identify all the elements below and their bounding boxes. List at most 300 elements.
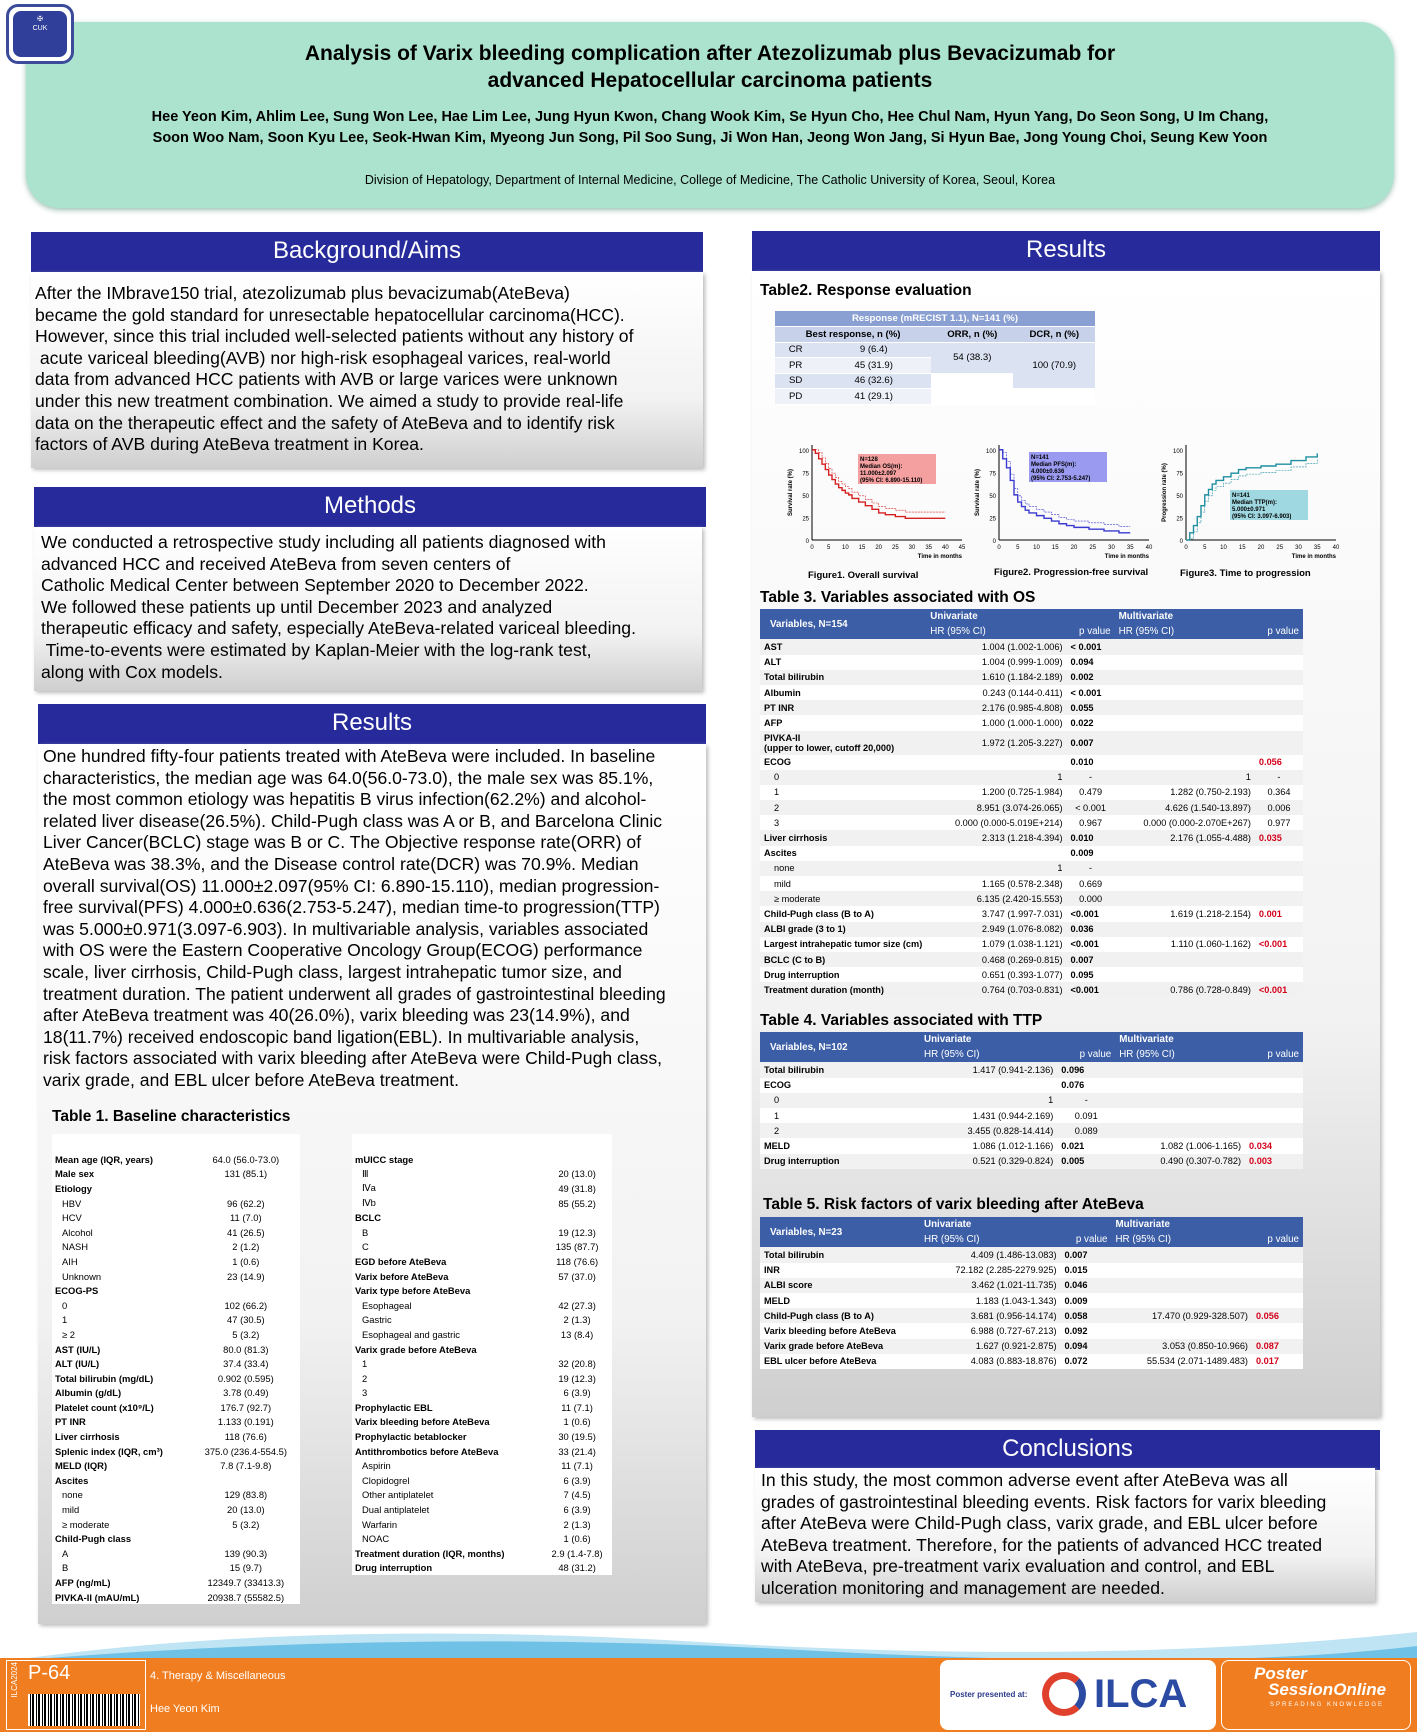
table2-cell: PD: [775, 389, 816, 405]
t1-label: Albumin (g/dL): [52, 1386, 192, 1401]
x-tick-label: 25: [1089, 545, 1097, 551]
t1-label: NASH: [52, 1240, 192, 1255]
vt-multi-hr: [1115, 922, 1255, 937]
y-tick-label: 0: [805, 539, 809, 545]
t1-value: 96 (62.2): [192, 1196, 300, 1211]
ilca-wordmark: ILCA: [1094, 1672, 1188, 1716]
vt-uni-hr: 0.000 (0.000-5.019E+214): [926, 815, 1066, 830]
table2-cell: PR: [775, 358, 816, 374]
vt-multi-p: -: [1255, 770, 1303, 785]
y-tick-label: 75: [802, 471, 809, 478]
background-text: [31, 272, 703, 467]
vt-multi-hr: 1.110 (1.060-1.162): [1115, 937, 1255, 952]
t1-value: 102 (66.2): [192, 1298, 300, 1313]
t1-label: ECOG-PS: [52, 1283, 192, 1298]
t1-label: HCV: [52, 1210, 192, 1225]
vt-uni-p: 0.036: [1067, 922, 1115, 937]
vt-label: Child-Pugh class (B to A): [760, 1308, 920, 1323]
vt-label: EBL ulcer before AteBeva: [760, 1354, 920, 1369]
figure1-caption: Figure1. Overall survival: [808, 570, 919, 581]
logo-emblem: ✠ CUK: [13, 11, 67, 57]
vt-uni-hr: 3.462 (1.021-11.735): [920, 1278, 1061, 1293]
pso-tagline: SPREADING KNOWLEDGE: [1270, 1702, 1385, 1708]
figure3-caption: Figure3. Time to progression: [1180, 568, 1311, 579]
t1-value: 20 (13.0): [192, 1502, 300, 1517]
t1-label: MELD (IQR): [52, 1458, 192, 1473]
vt-uni-hr: 0.468 (0.269-0.815): [926, 952, 1066, 967]
vt-multi-p: [1255, 876, 1303, 891]
vt-label: PT INR: [760, 700, 926, 715]
table2-cell: SD: [775, 373, 816, 389]
median-box-text: N=141: [1232, 493, 1250, 499]
vt-uni-hr: 3.455 (0.828-14.414): [920, 1123, 1057, 1138]
t1-value: 37.4 (33.4): [192, 1356, 300, 1371]
text-line: overall survival(OS) 11.000±2.097(95% CI: 6.890-15.110), median progression-: [43, 875, 660, 896]
table1-right: [352, 1134, 612, 1575]
vt-multi-p: [1245, 1093, 1303, 1108]
t1-value: 1 (0.6): [542, 1415, 612, 1430]
median-box-text: Median PFS(m):: [1031, 462, 1077, 468]
x-tick-label: 30: [1108, 545, 1115, 551]
vt-uni-p: 0.669: [1067, 876, 1115, 891]
vt-multi-hr: [1115, 731, 1255, 755]
text-line: free survival(PFS) 4.000±0.636(2.753-5.247), median time-to progression(TTP): [43, 897, 660, 918]
vt-multi-hr: [1115, 1078, 1245, 1093]
vt-label: Child-Pugh class (B to A): [760, 906, 926, 921]
median-box-text: 5.000±0.971: [1232, 507, 1266, 513]
vt-uni-hr: 1: [920, 1093, 1057, 1108]
median-box-text: N=128: [860, 457, 878, 463]
t1-label: EGD before AteBeva: [352, 1254, 542, 1269]
t1-head: N=154 (%): [542, 1134, 612, 1152]
vt-multi-p: [1255, 639, 1303, 654]
table2-empty: [1013, 389, 1095, 405]
vt-multi-hr: 3.053 (0.850-10.966): [1111, 1339, 1252, 1354]
table2-head-orr: ORR, n (%): [931, 327, 1013, 343]
vt-multi-p: [1255, 685, 1303, 700]
vt-label: 1: [760, 785, 926, 800]
t1-label: Etiology: [52, 1181, 192, 1196]
vt-uni-p: < 0.001: [1067, 639, 1115, 654]
vt-multi-p: 0.056: [1255, 755, 1303, 770]
ilca-logo-icon: [1042, 1672, 1086, 1716]
vt-multi-p: 0.035: [1255, 830, 1303, 845]
vt-multi-hr: [1115, 891, 1255, 906]
vt-label: Largest intrahepatic tumor size (cm): [760, 937, 926, 952]
vt-uni-p: 0.058: [1061, 1308, 1112, 1323]
vt-multi-hr: 1: [1115, 770, 1255, 785]
vt-uni-hr: 1.972 (1.205-3.227): [926, 731, 1066, 755]
t1-value: 6 (3.9): [542, 1473, 612, 1488]
vt-multi-p: <0.001: [1255, 982, 1303, 997]
text-line: after AteBeva treatment was 40(26.0%), varix bleeding was 23(14.9%), and: [43, 1005, 630, 1026]
vt-multi-hr: [1115, 700, 1255, 715]
vt-uni-p: <0.001: [1067, 906, 1115, 921]
t1-value: 1.133 (0.191): [192, 1415, 300, 1430]
table4-caption: Table 4. Variables associated with TTP: [760, 1012, 1043, 1029]
vt-multi-hr: 55.534 (2.071-1489.483): [1111, 1354, 1252, 1369]
vt-uni-p: 0.055: [1067, 700, 1115, 715]
x-tick-label: 10: [841, 545, 849, 551]
vt-uni-p: 0.094: [1067, 655, 1115, 670]
t1-label: Mean age (IQR, years): [52, 1152, 192, 1167]
vt-multi-p: <0.001: [1255, 937, 1303, 952]
presented-at-label: Poster presented at:: [950, 1690, 1028, 1699]
t1-value: 32 (20.8): [542, 1356, 612, 1371]
vt-multi-p: [1245, 1062, 1303, 1077]
vt-uni-p: 0.007: [1067, 952, 1115, 967]
vt-uni-hr: 1.183 (1.043-1.343): [920, 1293, 1061, 1308]
vt-multi-p: [1252, 1247, 1303, 1262]
t1-label: Ⅳb: [352, 1196, 542, 1211]
vt-multi-p: [1255, 891, 1303, 906]
vt-uni-p: 0.095: [1067, 967, 1115, 982]
t1-value: 12349.7 (33413.3): [192, 1575, 300, 1590]
t1-value: 3.78 (0.49): [192, 1386, 300, 1401]
vt-uni-hr: 2.313 (1.218-4.394): [926, 830, 1066, 845]
t1-value: 7 (4.5): [542, 1488, 612, 1503]
vt-multi: Multivariate: [1115, 609, 1303, 624]
vt-uni-p: 0.007: [1067, 731, 1115, 755]
x-tick-label: 0: [1184, 545, 1188, 551]
t1-head: Variables: [52, 1134, 192, 1152]
table2-cell: 9 (6.4): [816, 342, 931, 358]
vt-uni-hr: 6.988 (0.727-67.213): [920, 1323, 1061, 1338]
vt-uni-hr: 1.079 (1.038-1.121): [926, 937, 1066, 952]
t1-value: 57 (37.0): [542, 1269, 612, 1284]
table2-cell: 46 (32.6): [816, 373, 931, 389]
t1-label: BCLC: [352, 1210, 542, 1225]
text-line: We conducted a retrospective study including all patients diagnosed with: [41, 532, 606, 552]
vt-uni-hr: 3.681 (0.956-14.174): [920, 1308, 1061, 1323]
x-tick-label: 5: [1203, 545, 1207, 551]
vt-hr: HR (95% CI): [920, 1232, 1061, 1247]
footer-poster-code: P-64: [28, 1662, 71, 1684]
t1-value: 47 (30.5): [192, 1313, 300, 1328]
x-tick-label: 5: [826, 545, 831, 551]
vt-multi-hr: [1115, 1123, 1245, 1138]
vt-multi-p: [1255, 655, 1303, 670]
vt-label: 0: [760, 770, 926, 785]
t1-value: 2.9 (1.4-7.8): [542, 1546, 612, 1561]
results-heading-left: Results: [38, 704, 706, 744]
t1-label: Splenic index (IQR, cm³): [52, 1444, 192, 1459]
vt-multi-p: [1245, 1078, 1303, 1093]
methods-text: [34, 527, 702, 688]
author-list: Hee Yeon Kim, Ahlim Lee, Sung Won Lee, Hae Lim Lee, Jung Hyun Kwon, Chang Wook Kim, Se Hyun Cho, Hee Chul Nam, Hyun Yang, Do Seon Song, U Im Chang, Soon Woo Nam, Soon Kyu Lee, Seok-Hwan Kim, Myeong Jun Song, Pil Soo Sung, Ji Won Han, Jeong Won Jang, Si Hyun Bae, Jong Young Choi, Seung Kew Yoon: [151, 109, 1269, 146]
vt-uni-p: 0.010: [1067, 830, 1115, 845]
t1-value: [542, 1342, 612, 1357]
vt-uni-p: 0.007: [1061, 1247, 1112, 1262]
t1-label: ≥ 2: [52, 1327, 192, 1342]
x-tick-label: 40: [941, 545, 949, 551]
vt-label: ALBI grade (3 to 1): [760, 922, 926, 937]
t1-label: Warfarin: [352, 1517, 542, 1532]
figure3-ttp-curve: [1162, 445, 1340, 560]
t1-value: 7.8 (7.1-9.8): [192, 1458, 300, 1473]
t1-label: Ⅲ: [352, 1167, 542, 1182]
vt-multi-hr: [1115, 861, 1255, 876]
vt-multi-p: [1255, 922, 1303, 937]
text-line: Liver Cancer(BCLC) stage was B or C. The Objective response rate(ORR) of: [43, 832, 642, 853]
vt-label: ECOG: [760, 755, 926, 770]
vt-uni-p: 0.022: [1067, 715, 1115, 730]
vt-uni-p: -: [1067, 770, 1115, 785]
table3-os: [760, 609, 1303, 998]
vt-multi-hr: [1111, 1278, 1252, 1293]
t1-value: 20 (13.0): [542, 1167, 612, 1182]
vt-uni-hr: 1.610 (1.184-2.189): [926, 670, 1066, 685]
x-tick-label: 0: [997, 545, 1001, 551]
text-line: treatment duration. The patient underwent all grades of gastrointestinal bleeding: [43, 983, 666, 1004]
vt-uni-hr: 1.000 (1.000-1.000): [926, 715, 1066, 730]
y-tick-label: 100: [798, 448, 809, 455]
km-figures: [778, 436, 1378, 586]
text-line: factors of AVB during AteBeva treatment in Korea.: [35, 434, 424, 455]
t1-value: 11 (7.1): [542, 1458, 612, 1473]
x-tick-label: 20: [1257, 545, 1265, 551]
vt-multi-p: [1252, 1293, 1303, 1308]
vt-multi-hr: [1115, 1062, 1245, 1077]
t1-label: Liver cirrhosis: [52, 1429, 192, 1444]
t1-value: 118 (76.6): [542, 1254, 612, 1269]
t1-label: Varix before AteBeva: [352, 1269, 542, 1284]
vt-label: Treatment duration (month): [760, 982, 926, 997]
t1-label: Prophylactic EBL: [352, 1400, 542, 1415]
conclusions-heading: Conclusions: [755, 1430, 1380, 1470]
university-logo: [6, 4, 74, 64]
t1-value: 131 (85.1): [192, 1167, 300, 1182]
vt-multi-p: 0.001: [1255, 906, 1303, 921]
t1-value: 375.0 (236.4-554.5): [192, 1444, 300, 1459]
vt-label: Drug interruption: [760, 1154, 920, 1169]
x-tick-label: 30: [908, 545, 916, 551]
vt-uni-hr: 0.764 (0.703-0.831): [926, 982, 1066, 997]
t1-value: 135 (87.7): [542, 1240, 612, 1255]
table2-head-dcr: DCR, n (%): [1013, 327, 1095, 343]
footer-year: ILCA2024: [10, 1662, 19, 1698]
t1-label: Aspirin: [352, 1458, 542, 1473]
t1-value: 19 (12.3): [542, 1225, 612, 1240]
t1-label: AIH: [52, 1254, 192, 1269]
vt-uni-p: 0.015: [1061, 1263, 1112, 1278]
t1-label: A: [52, 1546, 192, 1561]
vt-multi-p: [1252, 1278, 1303, 1293]
vt-multi: Multivariate: [1115, 1032, 1303, 1047]
y-tick-label: 100: [985, 448, 996, 455]
vt-multi-hr: [1111, 1293, 1252, 1308]
t1-value: 6 (3.9): [542, 1386, 612, 1401]
t1-value: 11 (7.0): [192, 1210, 300, 1225]
t1-label: 1: [352, 1356, 542, 1371]
text-line: along with Cox models.: [41, 661, 223, 682]
vt-uni-hr: 4.409 (1.486-13.083): [920, 1247, 1061, 1262]
x-tick-label: 20: [875, 545, 883, 551]
vt-multi-p: [1255, 952, 1303, 967]
figure1-os-curve: [788, 445, 966, 560]
t1-label: HBV: [52, 1196, 192, 1211]
text-line: ulceration monitoring and management are needed.: [761, 1577, 1165, 1598]
text-line: was 5.000±0.971(3.097-6.903). In multivariable analysis, variables associated: [43, 918, 649, 939]
text-line: We followed these patients up until December 2023 and analyzed: [41, 596, 553, 617]
t1-label: Clopidogrel: [352, 1473, 542, 1488]
t1-label: Other antiplatelet: [352, 1488, 542, 1503]
vt-uni-p: -: [1057, 1093, 1115, 1108]
vt-uni-p: <0.001: [1067, 982, 1115, 997]
x-tick-label: 5: [1016, 545, 1020, 551]
t1-label: ≥ moderate: [52, 1517, 192, 1532]
t1-value: 129 (83.8): [192, 1488, 300, 1503]
text-line: One hundred fifty-four patients treated with AteBeva were included. In baseline: [43, 746, 656, 766]
background-heading: Background/Aims: [31, 232, 703, 272]
t1-value: 80.0 (81.3): [192, 1342, 300, 1357]
t1-value: [542, 1210, 612, 1225]
t1-value: 20938.7 (55582.5): [192, 1590, 300, 1605]
vt-uni-hr: 1.431 (0.944-2.169): [920, 1108, 1057, 1123]
t1-value: 33 (21.4): [542, 1444, 612, 1459]
vt-uni-hr: 6.135 (2.420-15.553): [926, 891, 1066, 906]
vt-multi-p: [1255, 731, 1303, 755]
t1-label: 1: [52, 1313, 192, 1328]
text-line: the most common etiology was hepatitis B virus infection(62.2%) and alcohol-: [43, 789, 647, 810]
x-tick-label: 35: [1313, 545, 1321, 551]
decorative-wave: [0, 1618, 1417, 1662]
t1-label: ALT (IU/L): [52, 1356, 192, 1371]
table2-orr-value: 54 (38.3): [931, 342, 1013, 373]
vt-multi-hr: [1115, 685, 1255, 700]
t1-value: 48 (31.2): [542, 1561, 612, 1576]
y-tick-label: 0: [1179, 539, 1183, 545]
vt-multi-p: [1252, 1263, 1303, 1278]
vt-uni-p: 0.967: [1067, 815, 1115, 830]
x-tick-label: 10: [1220, 545, 1227, 551]
vt-label: none: [760, 861, 926, 876]
vt-uni-hr: 2.949 (1.076-8.082): [926, 922, 1066, 937]
vt-multi-hr: 1.619 (1.218-2.154): [1115, 906, 1255, 921]
vt-label: PIVKA-II (upper to lower, cutoff 20,000): [760, 731, 926, 755]
text-line: AteBeva treatment. Therefore, for the patients of advanced HCC treated: [761, 1534, 1323, 1555]
x-tick-label: 15: [1051, 545, 1059, 551]
text-line: In this study, the most common adverse event after AteBeva was all: [761, 1470, 1288, 1490]
vt-multi-hr: 4.626 (1.540-13.897): [1115, 800, 1255, 815]
t1-value: 1 (0.6): [542, 1531, 612, 1546]
vt-label: BCLC (C to B): [760, 952, 926, 967]
vt-hr: HR (95% CI): [1115, 624, 1255, 639]
table2-cell: 41 (29.1): [816, 389, 931, 405]
vt-uni-hr: 1.165 (0.578-2.348): [926, 876, 1066, 891]
vt-label: 0: [760, 1093, 920, 1108]
t1-value: 2 (1.2): [192, 1240, 300, 1255]
x-tick-label: 0: [810, 545, 814, 551]
x-tick-label: 15: [858, 545, 866, 551]
text-line: with AteBeva, pre-treatment varix evaluation and control, and EBL: [761, 1556, 1275, 1577]
methods-panel: [34, 527, 702, 691]
text-line: scale, liver cirrhosis, Child-Pugh class, largest intrahepatic tumor size, and: [43, 961, 622, 982]
vt-label: Varix bleeding before AteBeva: [760, 1323, 920, 1338]
vt-uni-p: 0.021: [1057, 1138, 1115, 1153]
vt-multi-p: 0.364: [1255, 785, 1303, 800]
x-tick-label: 25: [891, 545, 899, 551]
t1-value: [542, 1152, 612, 1167]
vt-uni-p: 0.072: [1061, 1354, 1112, 1369]
vt-multi-hr: [1111, 1263, 1252, 1278]
vt-uni-hr: 4.083 (0.883-18.876): [920, 1354, 1061, 1369]
table4-ttp: [760, 1032, 1303, 1169]
t1-label: PT INR: [52, 1415, 192, 1430]
vt-uni-hr: 0.651 (0.393-1.077): [926, 967, 1066, 982]
vt-uni-hr: [926, 846, 1066, 861]
vt-label: 2: [760, 800, 926, 815]
vt-p: p value: [1061, 1232, 1112, 1247]
vt-label: AFP: [760, 715, 926, 730]
t1-label: AST (IU/L): [52, 1342, 192, 1357]
vt-uni-hr: 72.182 (2.285-2279.925): [920, 1263, 1061, 1278]
t1-value: [542, 1283, 612, 1298]
poster-title: Analysis of Varix bleeding complication after Atezolizumab plus Bevacizumab for advanced Hepatocellular carcinoma patients: [304, 42, 1116, 92]
vt-uni-p: 0.005: [1057, 1154, 1115, 1169]
vt-uni-p: 0.009: [1067, 846, 1115, 861]
y-tick-label: 50: [802, 493, 809, 500]
vt-label: Total bilirubin: [760, 1062, 920, 1077]
vt-label: AST: [760, 639, 926, 654]
t1-value: 41 (26.5): [192, 1225, 300, 1240]
vt-uni-hr: [926, 755, 1066, 770]
vt-uni-p: 0.089: [1057, 1123, 1115, 1138]
t1-label: B: [352, 1225, 542, 1240]
vt-uni-hr: 3.747 (1.997-7.031): [926, 906, 1066, 921]
x-tick-label: 40: [1332, 545, 1340, 551]
vt-multi-hr: [1115, 952, 1255, 967]
t1-label: Varix type before AteBeva: [352, 1283, 542, 1298]
vt-label: Albumin: [760, 685, 926, 700]
x-axis-label: Time in months: [1104, 554, 1149, 560]
vt-multi: Multivariate: [1111, 1217, 1303, 1232]
vt-uni-hr: 1.417 (0.941-2.136): [920, 1062, 1057, 1077]
vt-multi-hr: [1115, 755, 1255, 770]
vt-multi-p: [1252, 1323, 1303, 1338]
vt-multi-p: [1245, 1108, 1303, 1123]
vt-multi-hr: [1115, 967, 1255, 982]
vt-uni-hr: [920, 1078, 1057, 1093]
table2-empty: [931, 373, 1013, 389]
t1-label: AFP (ng/mL): [52, 1575, 192, 1590]
x-tick-label: 30: [1295, 545, 1302, 551]
t1-label: mild: [52, 1502, 192, 1517]
vt-label: Drug interruption: [760, 967, 926, 982]
median-box-text: 11.000±2.097: [860, 471, 897, 477]
text-line: data on the therapeutic effect and the safety of AteBeva and to identify risk: [35, 412, 615, 433]
vt-label: 2: [760, 1123, 920, 1138]
text-line: became the gold standard for unresectable hepatocellular carcinoma(HCC).: [35, 304, 625, 325]
y-tick-label: 0: [992, 539, 996, 545]
t1-value: 2 (1.3): [542, 1313, 612, 1328]
vt-uni-p: 0.096: [1057, 1062, 1115, 1077]
vt-label: ECOG: [760, 1078, 920, 1093]
table2-caption: Table2. Response evaluation: [760, 282, 972, 299]
vt-multi-hr: 1.282 (0.750-2.193): [1115, 785, 1255, 800]
t1-value: [192, 1181, 300, 1196]
t1-value: [192, 1473, 300, 1488]
t1-label: Treatment duration (IQR, months): [352, 1546, 542, 1561]
median-box-text: Median OS(m):: [860, 464, 903, 470]
table2-empty: [931, 389, 1013, 405]
text-line: after AteBeva were Child-Pugh class, varix grade, and EBL ulcer before: [761, 1513, 1318, 1534]
vt-hr: HR (95% CI): [926, 624, 1066, 639]
pso-wordmark-2: SessionOnline: [1268, 1680, 1387, 1699]
vt-label: 3: [760, 815, 926, 830]
affiliation: Division of Hepatology, Department of Internal Medicine, College of Medicine, The Catholic University of Korea, Seoul, Korea: [364, 173, 1056, 187]
table2-response: [775, 311, 1095, 405]
